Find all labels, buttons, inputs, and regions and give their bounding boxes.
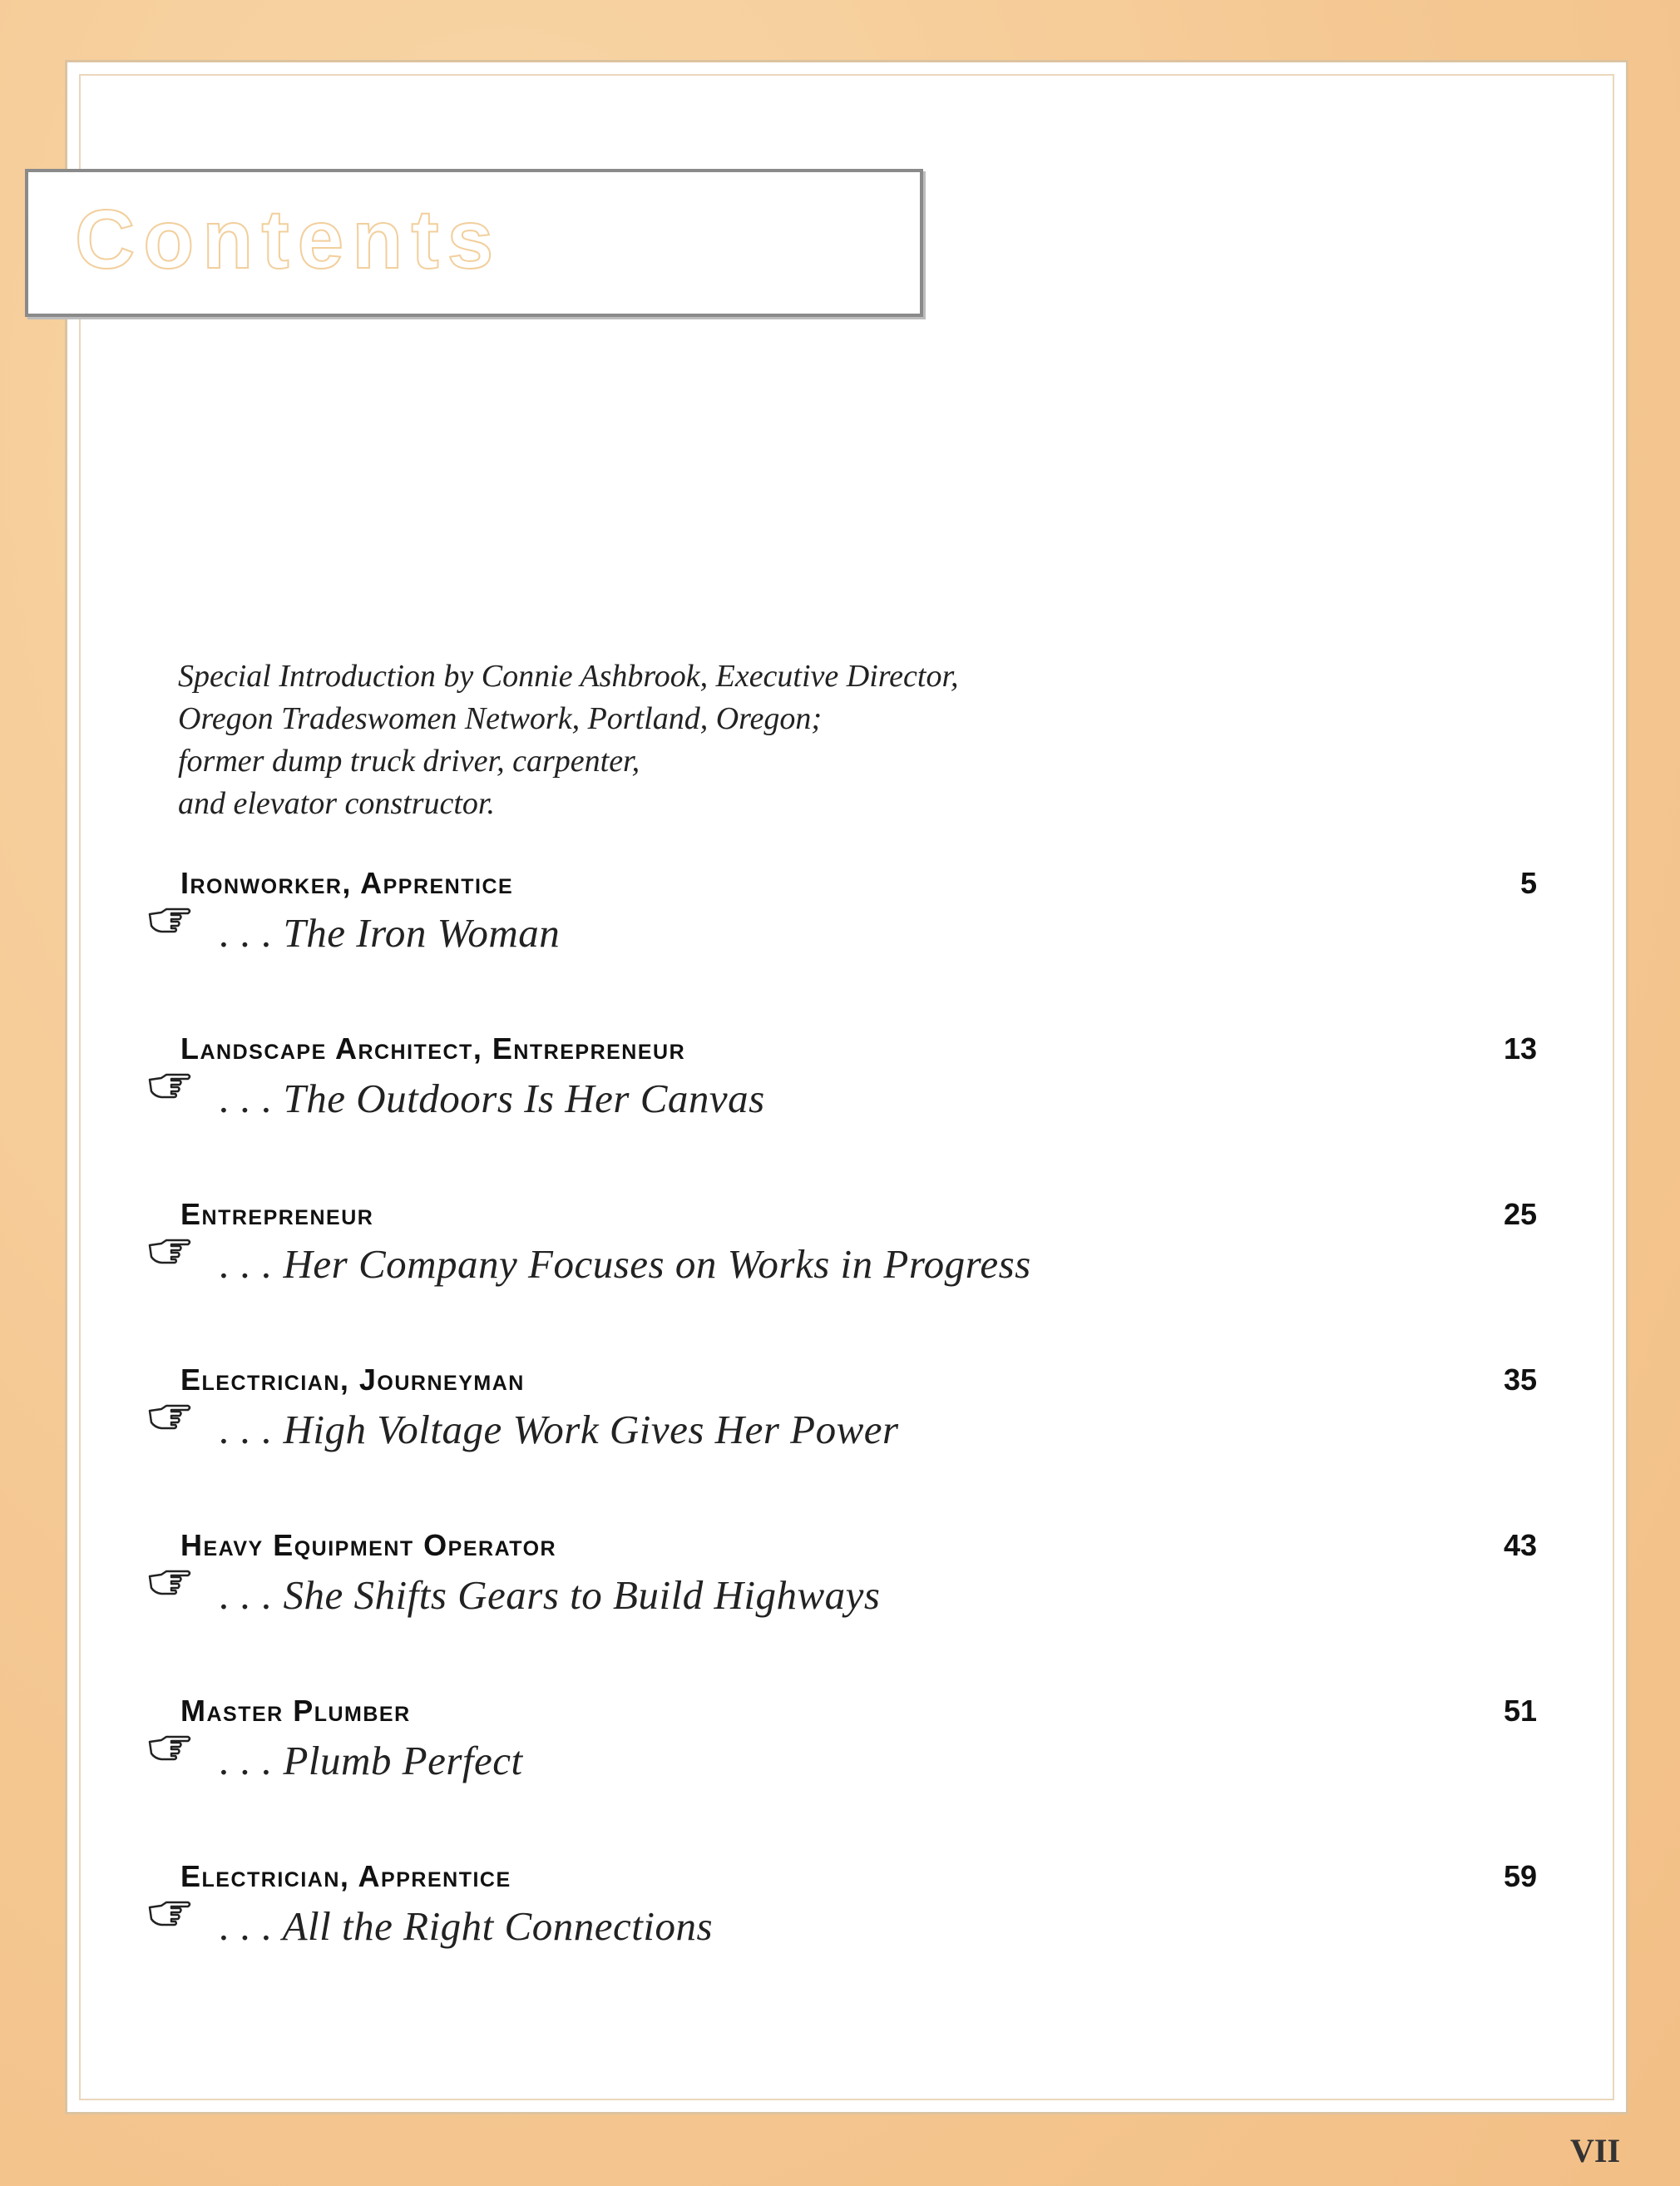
pointing-hand-icon [146, 1237, 193, 1267]
toc-entry-page[interactable]: 59 [1503, 1859, 1537, 1893]
pointing-hand-icon [146, 1733, 193, 1763]
toc-entry[interactable] [0, 1694, 1680, 1810]
special-introduction [178, 655, 1259, 825]
intro-line: and elevator constructor. [178, 786, 496, 821]
pointing-hand-icon [146, 1899, 193, 1929]
toc-entry[interactable] [0, 1363, 1680, 1479]
toc-entry-subtitle: . . . She Shifts Gears to Build Highways [220, 1572, 881, 1618]
toc-entry-subtitle: . . . The Outdoors Is Her Canvas [220, 1076, 765, 1121]
contents-title-box [25, 169, 923, 317]
page-title: Contents [75, 193, 502, 286]
toc-entry-page[interactable]: 35 [1503, 1363, 1537, 1397]
pointing-hand-icon [146, 1402, 193, 1432]
intro-line: former dump truck driver, carpenter, [178, 744, 640, 779]
toc-entry-subtitle: . . . Her Company Focuses on Works in Progress [220, 1241, 1031, 1287]
toc-entry-page[interactable]: 43 [1503, 1528, 1537, 1562]
toc-entry[interactable] [0, 1031, 1680, 1148]
toc-entry-title[interactable]: Electrician, Journeyman [180, 1363, 525, 1397]
pointing-hand-icon [146, 1568, 193, 1598]
toc-entry-page[interactable]: 5 [1519, 866, 1537, 900]
toc-entry-subtitle: . . . The Iron Woman [220, 910, 561, 956]
toc-entry[interactable] [0, 866, 1680, 982]
toc-entry-title[interactable]: Ironworker, Apprentice [180, 866, 514, 900]
toc-entry[interactable] [0, 1859, 1680, 1976]
toc-entry-subtitle: . . . High Voltage Work Gives Her Power [220, 1407, 899, 1452]
toc-entry-title[interactable]: Heavy Equipment Operator [180, 1528, 557, 1562]
toc-entry-title[interactable]: Master Plumber [180, 1694, 411, 1728]
toc-entry-page[interactable]: 13 [1503, 1031, 1537, 1066]
intro-line: Oregon Tradeswomen Network, Portland, Oregon; [178, 701, 823, 736]
toc-entry[interactable] [0, 1528, 1680, 1644]
intro-line: Special Introduction by Connie Ashbrook, Executive Director, [178, 659, 959, 694]
pointing-hand-icon [146, 1071, 193, 1101]
toc-entry-page[interactable]: 51 [1503, 1694, 1537, 1728]
toc-entry-subtitle: . . . Plumb Perfect [220, 1738, 523, 1783]
toc-entry-title[interactable]: Electrician, Apprentice [180, 1859, 511, 1893]
toc-entry-page[interactable]: 25 [1503, 1197, 1537, 1231]
page-number: VII [1570, 2132, 1621, 2169]
toc-entry-subtitle: . . . All the Right Connections [220, 1903, 714, 1949]
toc-entry-title[interactable]: Entrepreneur [180, 1197, 374, 1231]
pointing-hand-icon [146, 906, 193, 936]
toc-entry-title[interactable]: Landscape Architect, Entrepreneur [180, 1031, 686, 1066]
toc-entry[interactable] [0, 1197, 1680, 1313]
